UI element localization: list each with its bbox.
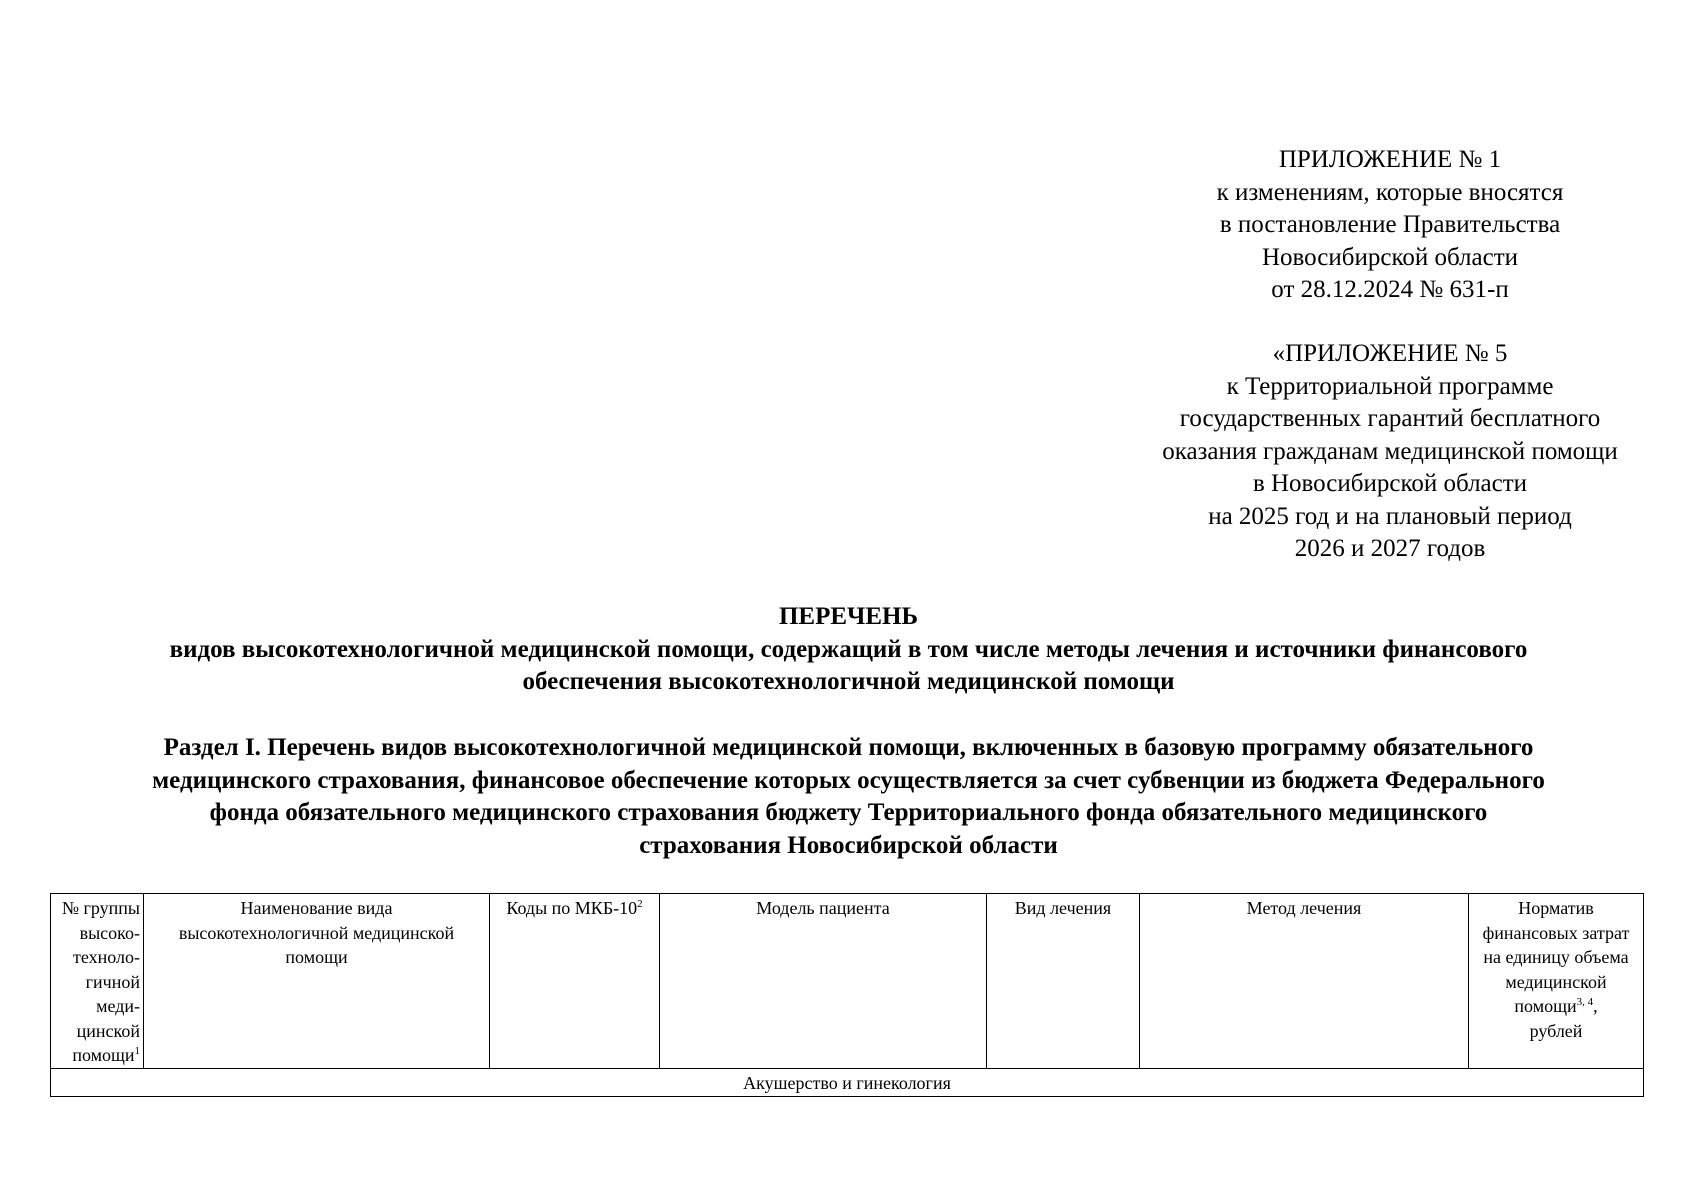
section-1-line: Раздел I. Перечень видов высокотехнологичной медицинской помощи, включенных в базовую программу обязательного bbox=[163, 734, 1534, 761]
appendix-5-line: в Новосибирской области bbox=[1252, 470, 1528, 497]
header-patient-model: Модель пациента bbox=[660, 894, 987, 1069]
footnote-ref: 3, 4 bbox=[1576, 996, 1594, 1008]
title-line: обеспечения высокотехнологичной медицинской помощи bbox=[522, 668, 1175, 695]
appendix-5-header bbox=[1100, 338, 1680, 566]
title-line: видов высокотехнологичной медицинской помощи, содержащий в том числе методы лечения и источники финансового bbox=[169, 635, 1528, 663]
table-section-row bbox=[51, 1068, 1644, 1097]
appendix-5-line: к Территориальной программе bbox=[1226, 372, 1554, 400]
appendix-1-line: Новосибирской области bbox=[1261, 243, 1519, 271]
header-treatment-type: Вид лечения bbox=[987, 894, 1140, 1069]
appendix-1-header bbox=[1100, 144, 1680, 307]
header-icd-codes: Коды по МКБ-$10^2$ bbox=[490, 894, 660, 1069]
title-heading: ПЕРЕЧЕНЬ bbox=[778, 603, 919, 630]
header-group-number: № группы высоко- техноло- гичной меди- цинской помощи$^1$ bbox=[51, 894, 144, 1069]
appendix-1-line: от 28.12.2024 № 631-п bbox=[1271, 276, 1509, 303]
section-1-heading bbox=[40, 732, 1657, 862]
appendix-5-line: оказания гражданам медицинской помощи bbox=[1162, 437, 1618, 465]
appendix-5-line: «ПРИЛОЖЕНИЕ № 5 bbox=[1272, 340, 1508, 367]
appendix-5-line: 2026 и 2027 годов bbox=[1294, 535, 1486, 562]
appendix-1-line: ПРИЛОЖЕНИЕ № 1 bbox=[1278, 146, 1502, 173]
section-1-line: медицинского страхования, финансовое обеспечение которых осуществляется за счет субвенции из бюджета Федерального bbox=[152, 766, 1545, 794]
appendix-1-line: в постановление Правительства bbox=[1219, 211, 1561, 238]
footnote-ref: 2 bbox=[637, 898, 643, 910]
header-treatment-method: Метод лечения bbox=[1140, 894, 1469, 1069]
document-title bbox=[40, 601, 1657, 699]
section-1-line: страхования Новосибирской области bbox=[639, 831, 1058, 859]
appendix-5-line: на 2025 год и на плановый период bbox=[1208, 502, 1572, 530]
header-hmp-name: Наименование вида высокотехнологичной медицинской помощи bbox=[144, 894, 490, 1069]
table-header-row bbox=[51, 894, 1644, 1069]
footnote-ref: 1 bbox=[134, 1045, 140, 1057]
appendix-5-line: государственных гарантий бесплатного bbox=[1179, 405, 1601, 432]
section-row-obstetrics: Акушерство и гинекология bbox=[51, 1068, 1644, 1097]
appendix-1-line: к изменениям, которые вносятся bbox=[1216, 178, 1564, 206]
section-1-line: фонда обязательного медицинского страхования бюджету Территориального фонда обязательного медицинского bbox=[209, 799, 1488, 826]
hmp-table bbox=[50, 893, 1644, 1097]
header-cost-standard: Норматив финансовых затрат на единицу объема медицинской помощи$^{3, 4}$, рублей bbox=[1469, 894, 1644, 1069]
